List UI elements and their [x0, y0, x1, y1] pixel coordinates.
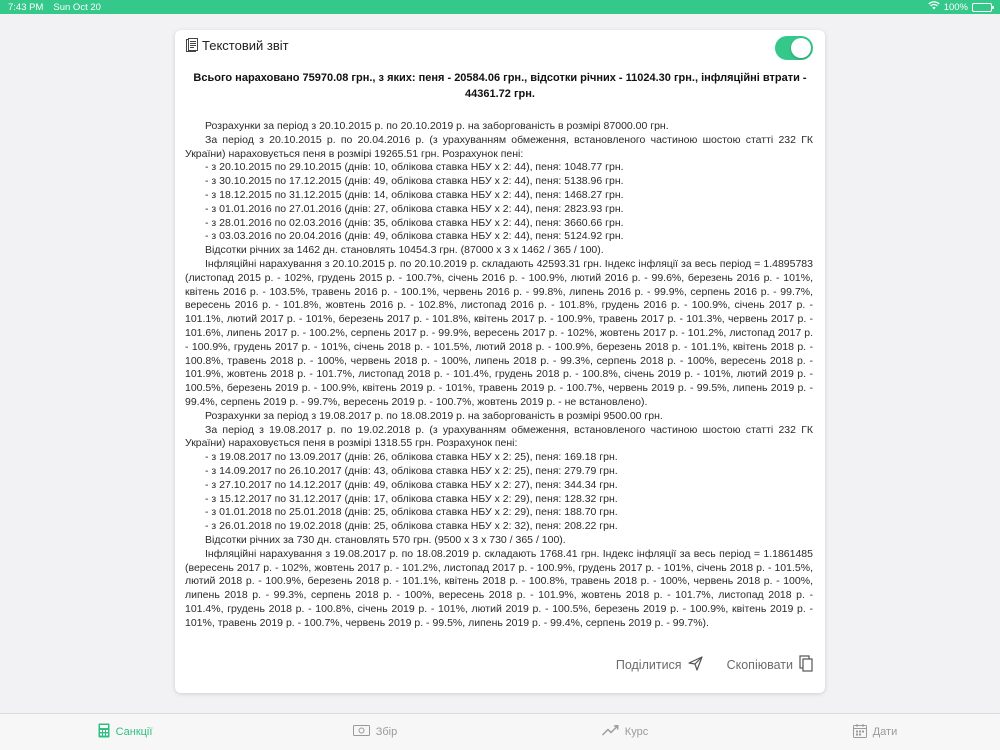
- share-button[interactable]: [616, 656, 703, 674]
- penalty-line: - з 28.01.2016 по 02.03.2016 (днів: 35, облікова ставка НБУ х 2: 44), пеня: 3660.66 грн.: [205, 216, 624, 229]
- report-paragraph: Відсотки річних за 1462 дн. становлять 10454.3 грн. (87000 х 3 х 1462 / 365 / 100).: [205, 244, 604, 257]
- tab-rate[interactable]: [500, 714, 750, 750]
- calendar-icon: [853, 724, 867, 741]
- tab-sanctions[interactable]: [0, 714, 250, 750]
- battery-icon: [972, 3, 992, 12]
- penalty-line: - з 20.10.2015 по 29.10.2015 (днів: 10, облікова ставка НБУ х 2: 44), пеня: 1048.77 грн.: [205, 161, 624, 174]
- report-paragraph: Інфляційні нарахування з 20.10.2015 р. по 20.10.2019 р. складають 42593.31 грн. Індекс інфляції за весь період = 1.4895783 (листопад 2015 р. - 102%, грудень 2015 р. - 100.7%, січень 2016 р. - 100.9%, лютий 2016 р. - 99.6%, березень 2016 р. - 101%, квітень 2016 р. - 103.5%, травень 2016 р. - 100.1%, червень 2016 р. - 99.8%, липень 2016 р. - 99.9%, серпень 2016 р. - 99.7%, вересень 2016 р. - 101.8%, жовтень 2016 р. - 102.8%, листопад 2016 р. - 101.8%, грудень 2016 р. - 100.9%, січень 2017 р. - 101.1%, лютий 2017 р. - 101%, березень 2017 р. - 101.8%, квітень 2017 р. - 100.9%, травень 2017 р. - 101.3%, червень 2017 р. - 101.6%, липень 2017 р. - 100.2%, серпень 2017 р. - 99.9%, вересень 2017 р. - 102%, жовтень 2017 р. - 101.2%, листопад 2017 р. - 100.9%, грудень 2017 р. - 101%, січень 2018 р. - 101.5%, лютий 2018 р. - 100.9%, березень 2018 р. - 101.1%, квітень 2018 р. - 100.8%, травень 2018 р. - 100%, червень 2018 р. - 100%, липень 2018 р. - 99.3%, серпень 2018 р. - 100%, вересень 2018 р. - 101.9%, жовтень 2018 р. - 101.7%, листопад 2018 р. - 101.4%, грудень 2018 р. - 100.8%, січень 2019 р. - 101%, лютий 2019 р. - 100.5%, березень 2019 р. - 100.9%, квітень 2019 р. - 101%, травень 2019 р. - 100.7%, червень 2019 р. - 99.5%, липень 2019 р. - 99.4%, серпень 2019 р. - 99.7%, вересень 2019 р. - 100.7%, жовтень 2019 р. - не встановлено).: [185, 257, 813, 408]
- report-paragraph: За період з 20.10.2015 р. по 20.04.2016 р. (з урахуванням обмеження, встановленого частиною шостою статті 232 ГК України) нараховується пеня в розмірі 19265.51 грн. Розрахунок пені:: [185, 133, 813, 160]
- report-toggle[interactable]: [775, 36, 813, 60]
- trend-icon: [602, 725, 619, 739]
- penalty-line: - з 30.10.2015 по 17.12.2015 (днів: 49, облікова ставка НБУ х 2: 44), пеня: 5138.96 грн.: [205, 175, 624, 188]
- card-header: [185, 38, 289, 53]
- document-icon: [185, 38, 199, 53]
- penalty-line: - з 01.01.2018 по 25.01.2018 (днів: 25, облікова ставка НБУ х 2: 29), пеня: 188.70 грн.: [205, 506, 618, 519]
- status-time: 7:43 PM: [8, 1, 44, 13]
- summary-text: Всього нараховано 75970.08 грн., з яких: пеня - 20584.06 грн., відсотки річних - 11024.30 грн., інфляційні втрати - 44361.72 грн.: [193, 72, 807, 100]
- copy-button[interactable]: [727, 655, 813, 675]
- report-paragraph: За період з 19.08.2017 р. по 19.02.2018 р. (з урахуванням обмеження, встановленого частиною шостою статті 232 ГК України) нараховується пеня в розмірі 1318.55 грн. Розрахунок пені:: [185, 423, 813, 450]
- tab-dates[interactable]: [750, 714, 1000, 750]
- tab-bar: [0, 713, 1000, 750]
- status-date: Sun Oct 20: [53, 1, 101, 13]
- report-paragraph: Розрахунки за період з 20.10.2015 р. по 20.10.2019 р. на заборгованість в розмірі 87000.00 грн.: [205, 120, 669, 132]
- report-paragraph: Відсотки річних за 730 дн. становлять 570 грн. (9500 х 3 х 730 / 365 / 100).: [205, 533, 566, 546]
- status-bar: [0, 0, 1000, 14]
- send-icon: [688, 656, 703, 674]
- card-actions: [616, 655, 813, 675]
- battery-percent: 100%: [943, 1, 968, 13]
- report-card: [175, 30, 825, 693]
- card-title: Текстовий звіт: [202, 38, 289, 53]
- tab-label: Курс: [624, 726, 649, 738]
- tab-fee[interactable]: [250, 714, 500, 750]
- report-body: [185, 120, 813, 630]
- banknote-icon: [353, 725, 370, 739]
- penalty-line: - з 01.01.2016 по 27.01.2016 (днів: 27, облікова ставка НБУ х 2: 44), пеня: 2823.93 грн.: [205, 202, 624, 215]
- penalty-line: - з 14.09.2017 по 26.10.2017 (днів: 43, облікова ставка НБУ х 2: 25), пеня: 279.79 грн.: [205, 464, 618, 477]
- penalty-line: - з 15.12.2017 по 31.12.2017 (днів: 17, облікова ставка НБУ х 2: 29), пеня: 128.32 грн.: [205, 492, 618, 505]
- penalty-line: - з 18.12.2015 по 31.12.2015 (днів: 14, облікова ставка НБУ х 2: 44), пеня: 1468.27 грн.: [205, 188, 624, 201]
- report-paragraph: Розрахунки за період з 19.08.2017 р. по 18.08.2019 р. на заборгованість в розмірі 9500.00 грн.: [205, 409, 663, 422]
- report-paragraph: Інфляційні нарахування з 19.08.2017 р. по 18.08.2019 р. складають 1768.41 грн. Індекс інфляції за весь період = 1.1861485 (вересень 2017 р. - 102%, жовтень 2017 р. - 101.2%, листопад 2017 р. - 100.9%, грудень 2017 р. - 101%, січень 2018 р. - 101.5%, лютий 2018 р. - 100.9%, березень 2018 р. - 101.1%, квітень 2018 р. - 100.8%, травень 2018 р. - 100%, червень 2018 р. - 100%, липень 2018 р. - 99.3%, серпень 2018 р. - 100%, вересень 2018 р. - 101.9%, жовтень 2018 р. - 101.7%, листопад 2018 р. - 101.4%, грудень 2018 р. - 100.8%, січень 2019 р. - 101%, лютий 2019 р. - 100.5%, березень 2019 р. - 100.9%, квітень 2019 р. - 101%, травень 2019 р. - 100.7%, червень 2019 р. - 99.5%, липень 2019 р. - 99.4%, серпень 2019 р. - 99.7%).: [185, 547, 813, 629]
- share-label: Поділитися: [615, 658, 682, 672]
- penalty-line: - з 27.10.2017 по 14.12.2017 (днів: 49, облікова ставка НБУ х 2: 27), пеня: 344.34 грн.: [205, 478, 618, 491]
- tab-label: Дати: [872, 726, 898, 738]
- copy-label: Скопіювати: [726, 658, 793, 672]
- wifi-icon: [928, 1, 940, 13]
- penalty-line: - з 19.08.2017 по 13.09.2017 (днів: 26, облікова ставка НБУ х 2: 25), пеня: 169.18 грн.: [205, 451, 618, 464]
- penalty-line: - з 03.03.2016 по 20.04.2016 (днів: 49, облікова ставка НБУ х 2: 44), пеня: 5124.92 грн.: [205, 230, 624, 243]
- tab-label: Санкції: [115, 726, 153, 738]
- calculator-icon: [98, 723, 110, 741]
- copy-icon: [799, 655, 813, 675]
- tab-label: Збір: [375, 726, 398, 738]
- penalty-line: - з 26.01.2018 по 19.02.2018 (днів: 25, облікова ставка НБУ х 2: 32), пеня: 208.22 грн.: [205, 520, 618, 533]
- toggle-knob: [791, 38, 811, 58]
